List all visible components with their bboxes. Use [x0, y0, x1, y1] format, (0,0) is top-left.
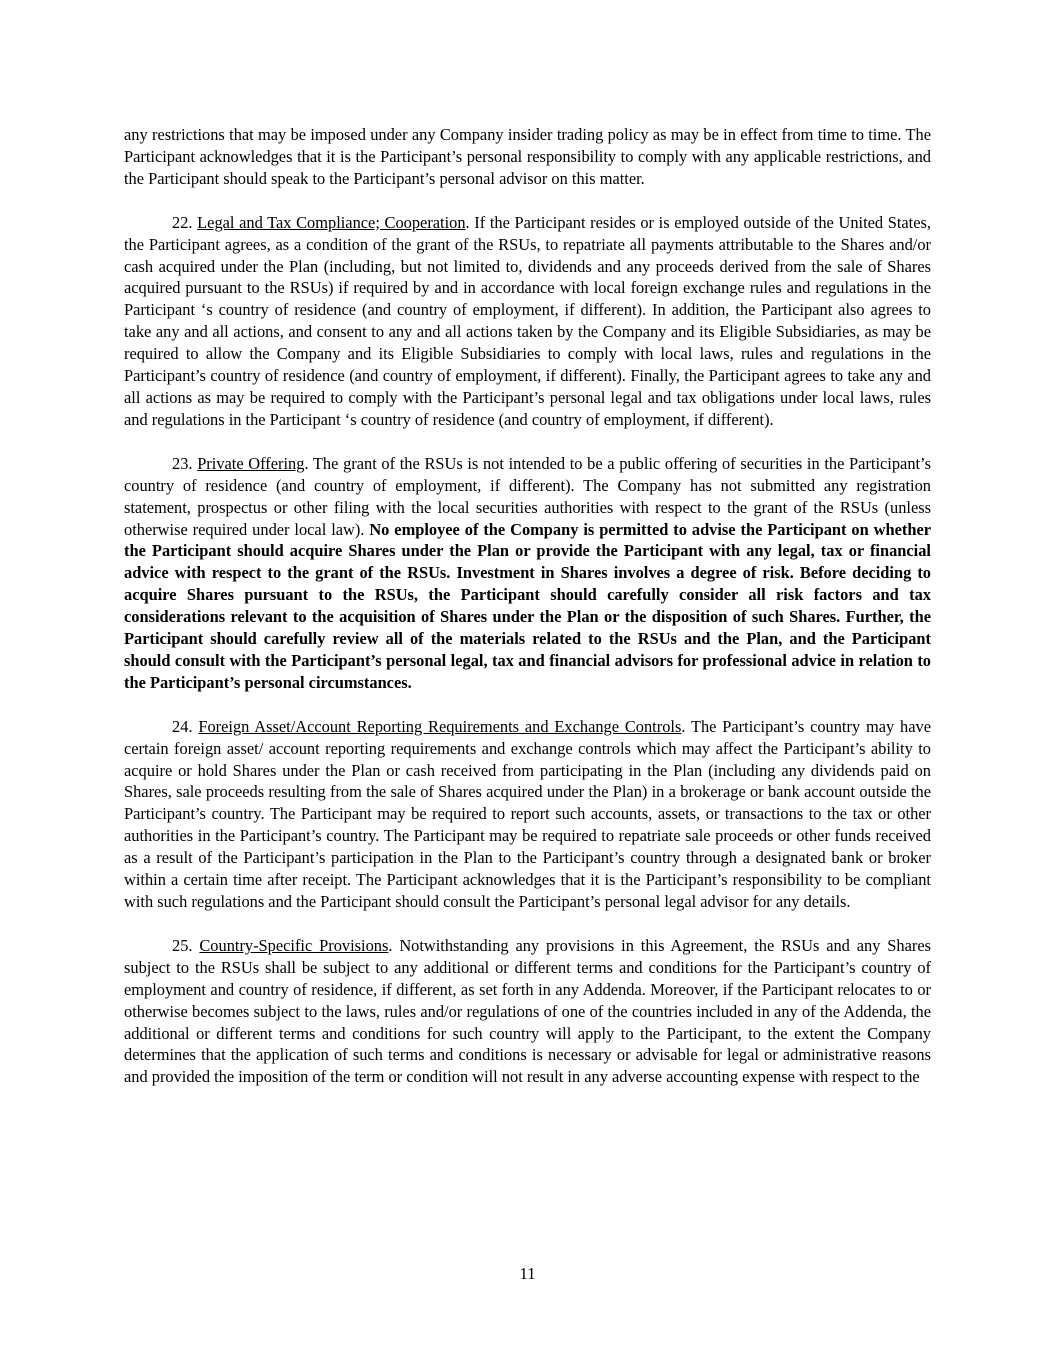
- paragraph-text: . The Participant’s country may have certain foreign asset/ account reporting requirements and exchange controls which may affect the Participant’s ability to acquire or hold Shares under the Plan or cash received from participating in the Plan (including any dividends paid on Shares, sale proceeds resulting from the sale of Shares acquired under the Plan) in a brokerage or bank account outside the Participant’s country. The Participant may be required to report such accounts, assets, or transactions to the tax or other authorities in the Participant’s country. The Participant may be required to repatriate sale proceeds or other funds received as a result of the Participant’s participation in the Plan to the Participant’s country through a designated bank or broker within a certain time after receipt. The Participant acknowledges that it is the Participant’s responsibility to be compliant with such regulations and the Participant should consult the Participant’s personal legal advisor for any details.: [124, 716, 931, 911]
- section-number: 24.: [172, 716, 193, 736]
- bold-disclaimer: No employee of the Company is permitted to advise the Participant on whether the Participant should acquire Shares under the Plan or provide the Participant with any legal, tax or financial advice with respect to the grant of the RSUs. Investment in Shares involves a degree of risk. Before deciding to acquire Shares pursuant to the RSUs, the Participant should carefully consider all risk factors and tax considerations relevant to the acquisition of Shares under the Plan or the disposition of such Shares. Further, the Participant should carefully review all of the materials related to the RSUs and the Plan, and the Participant should consult with the Participant’s personal legal, tax and financial advisors for professional advice in relation to the Participant’s personal circumstances.: [124, 519, 931, 692]
- section-number: 23.: [172, 453, 193, 473]
- section-heading: Legal and Tax Compliance; Cooperation: [197, 212, 466, 232]
- page-number: 11: [519, 1264, 536, 1283]
- section-number: 25.: [172, 935, 193, 955]
- paragraph-25: [124, 935, 931, 1088]
- paragraph-text: . Notwithstanding any provisions in this Agreement, the RSUs and any Shares subject to the RSUs shall be subject to any additional or different terms and conditions for the Participant’s country of employment and country of residence, if different, as set forth in any Addenda. Moreover, if the Participant relocates to or otherwise becomes subject to the laws, rules and/or regulations of one of the countries included in any of the Addenda, the additional or different terms and conditions for such country will apply to the Participant, to the extent the Company determines that the application of such terms and conditions is necessary or advisable for legal or administrative reasons and provided the imposition of the term or condition will not result in any adverse accounting expense with respect to the: [124, 935, 931, 1087]
- section-heading: Country-Specific Provisions: [199, 935, 389, 955]
- section-heading: Private Offering: [197, 453, 305, 473]
- paragraph-23: [124, 453, 931, 694]
- section-heading: Foreign Asset/Account Reporting Requirements and Exchange Controls: [198, 716, 682, 736]
- paragraph-22: [124, 212, 931, 431]
- paragraph-text: . If the Participant resides or is employed outside of the United States, the Participant agrees, as a condition of the grant of the RSUs, to repatriate all payments attributable to the Shares and/or cash acquired under the Plan (including, but not limited to, dividends and any proceeds derived from the sale of Shares acquired pursuant to the RSUs) if required by and in accordance with local foreign exchange rules and regulations in the Participant ‘s country of residence (and country of employment, if different). In addition, the Participant also agrees to take any and all actions, and consent to any and all actions taken by the Company and its Eligible Subsidiaries, as may be required to allow the Company and its Eligible Subsidiaries to comply with local laws, rules and regulations in the Participant’s country of residence (and country of employment, if different). Finally, the Participant agrees to take any and all actions as may be required to comply with the Participant’s personal legal and tax obligations under local laws, rules and regulations in the Participant ‘s country of residence (and country of employment, if different).: [124, 212, 931, 429]
- document-body: [124, 124, 931, 1110]
- paragraph-21-continued: [124, 124, 931, 190]
- section-number: 22.: [172, 212, 193, 232]
- paragraph-24: [124, 716, 931, 913]
- paragraph-text: any restrictions that may be imposed under any Company insider trading policy as may be in effect from time to time. The Participant acknowledges that it is the Participant’s personal responsibility to comply with any applicable restrictions, and the Participant should speak to the Participant’s personal advisor on this matter.: [124, 125, 931, 188]
- paragraph-text: . The grant of the RSUs is not intended to be a public offering of securities in the Participant’s country of residence (and country of employment, if different). The Company has not submitted any registration statement, prospectus or other filing with the local securities authorities with respect to the grant of the RSUs (unless otherwise required under local law).: [124, 453, 931, 539]
